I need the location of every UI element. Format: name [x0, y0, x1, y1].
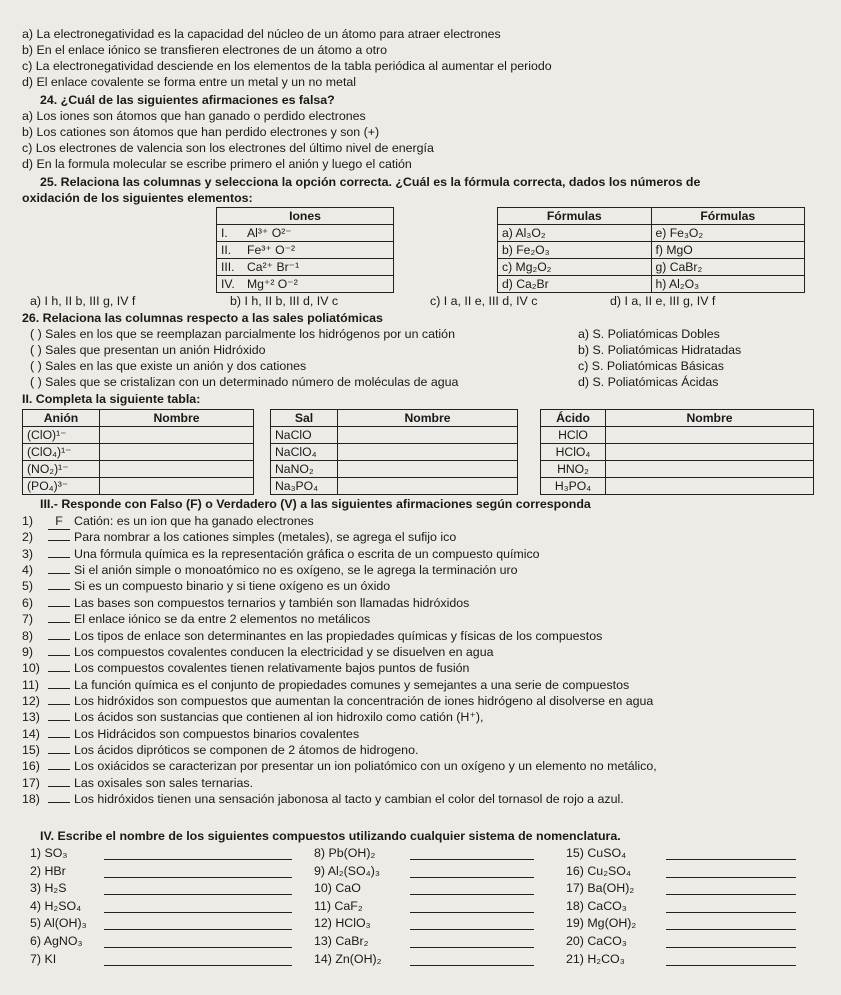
compound-name-field[interactable] [410, 893, 534, 895]
tf-answer-field[interactable] [48, 573, 70, 574]
table-row: (ClO)¹⁻ [23, 427, 254, 444]
name-input[interactable] [338, 478, 518, 495]
name-input[interactable] [100, 461, 254, 478]
compound-label: 14) Zn(OH)₂ [314, 951, 382, 966]
tf-item [22, 547, 540, 562]
compound-label: 4) H₂SO₄ [30, 898, 82, 913]
q25-line2: oxidación de los siguientes elementos: [22, 191, 253, 205]
tf-item [22, 759, 657, 774]
tf-answer-field[interactable] [48, 622, 70, 623]
tf-number: 5) [22, 579, 34, 594]
compound-label: 5) Al(OH)₃ [30, 916, 87, 931]
tf-statement: Las bases son compuestos ternarios y también son llamadas hidróxidos [74, 595, 470, 610]
table-row: HClO [541, 427, 814, 444]
q26-title: 26. Relaciona las columnas respecto a las sales poliatómicas [22, 311, 383, 325]
tf-number: 10) [22, 661, 40, 676]
ions-header: Iones [217, 208, 394, 225]
name-input[interactable] [100, 427, 254, 444]
tf-item [22, 678, 629, 693]
table-row: H₃PO₄ [541, 478, 814, 495]
tf-answer-field[interactable] [48, 671, 70, 672]
statement-a: a) La electronegatividad es la capacidad del núcleo de un átomo para atraer electrones [22, 27, 501, 41]
table-row: III. Ca²⁺ Br⁻¹ [217, 259, 394, 276]
name-input[interactable] [338, 444, 518, 461]
tf-answer-field[interactable] [48, 786, 70, 787]
compound-label: 17) Ba(OH)₂ [566, 881, 635, 896]
tf-number: 9) [22, 644, 34, 659]
tf-item [22, 612, 370, 627]
compound-name-field[interactable] [104, 911, 292, 913]
tf-answer-field[interactable] [48, 753, 70, 754]
tf-answer-field[interactable] [48, 589, 70, 590]
q26-left-4[interactable]: ( ) Sales que se cristalizan con un determinado número de moléculas de agua [30, 375, 459, 389]
tf-statement: Los hidróxidos son compuestos que aumentan la concentración de iones hidrógeno al disolverse en agua [74, 693, 654, 708]
compound-label: 21) H₂CO₃ [566, 951, 625, 966]
q25-answer-c[interactable]: c) I a, II e, III d, IV c [430, 294, 538, 308]
q26-right-b: b) S. Poliatómicas Hidratadas [578, 343, 742, 357]
salt-table: Sal Nombre NaClO NaClO₄ NaNO₂ Na₃PO₄ [270, 409, 518, 495]
compound-label: 11) CaF₂ [314, 898, 363, 913]
compound-label: 2) HBr [30, 863, 66, 878]
name-input[interactable] [338, 461, 518, 478]
q24-option-c: c) Los electrones de valencia son los electrones del último nivel de energía [22, 141, 434, 155]
tf-statement: Los compuestos covalentes conducen la electricidad y se disuelven en agua [74, 644, 494, 659]
tf-number: 1) [22, 514, 34, 528]
tf-answer-field[interactable] [48, 704, 70, 705]
tf-statement: Los oxiácidos se caracterizan por presentar un ion poliatómico con un oxígeno y un elemento no metálico, [74, 759, 657, 774]
name-input[interactable] [338, 427, 518, 444]
table-row: II. Fe³⁺ O⁻² [217, 242, 394, 259]
formulas-table [497, 207, 805, 293]
compound-label: 15) CuSO₄ [566, 846, 627, 860]
tf-number: 18) [22, 792, 40, 806]
tf-answer-field[interactable] [48, 606, 70, 607]
tf-statement: Los compuestos covalentes tienen relativamente bajos puntos de fusión [74, 661, 470, 676]
anion-table: Anión Nombre (ClO)¹⁻ (ClO₄)¹⁻ (NO₂)¹⁻ (PO₄)³⁻ [22, 409, 254, 495]
q26-right-c: c) S. Poliatómicas Básicas [578, 359, 724, 373]
q26-right-a: a) S. Poliatómicas Dobles [578, 327, 720, 341]
q26-left-2[interactable]: ( ) Sales que presentan un anión Hidróxido [30, 343, 266, 357]
table-row: b) Fe₂O₃ f) MgO [498, 242, 805, 259]
section-iii-title: III.- Responde con Falso (F) o Verdadero (V) a las siguientes afirmaciones según corresponda [40, 497, 591, 511]
compound-label: 13) CaBr₂ [314, 934, 369, 948]
compound-name-field[interactable] [410, 928, 534, 930]
tf-answer-field[interactable] [48, 655, 70, 656]
table-row: c) Mg₂O₂ g) CaBr₂ [498, 259, 805, 276]
tf-item [22, 727, 359, 742]
compound-label: 19) Mg(OH)₂ [566, 916, 637, 931]
tf-item [22, 694, 653, 709]
tf-number: 6) [22, 595, 34, 610]
compound-name-field[interactable] [666, 928, 796, 930]
table-row: (NO₂)¹⁻ [23, 461, 254, 478]
compound-label: 12) HClO₃ [314, 916, 371, 931]
section-iv-title: IV. Escribe el nombre de los siguientes compuestos utilizando cualquier sistema de nomenclatura. [40, 829, 621, 843]
tf-item [22, 710, 483, 725]
q25-answer-d[interactable]: d) I a, II e, III g, IV f [610, 294, 716, 308]
compound-label: 3) H₂S [30, 881, 67, 896]
compound-label: 9) Al₂(SO₄)₃ [314, 863, 380, 878]
q26-left-3[interactable]: ( ) Sales en las que existe un anión y dos cationes [30, 359, 307, 373]
tf-item [22, 661, 469, 676]
q24-option-d: d) En la formula molecular se escribe primero el anión y luego el catión [22, 157, 412, 171]
q26-left-1[interactable]: ( ) Sales en los que se reemplazan parcialmente los hidrógenos por un catión [30, 327, 455, 341]
tf-statement: Catión: es un ion que ha ganado electrones [74, 514, 314, 528]
q26-right-d: d) S. Poliatómicas Ácidas [578, 375, 719, 389]
tf-number: 8) [22, 628, 34, 643]
tf-number: 12) [22, 693, 40, 708]
table-row: NaClO [271, 427, 518, 444]
compound-name-field[interactable] [410, 946, 534, 948]
tf-item [22, 579, 390, 594]
formulas-header-left: Fórmulas [498, 208, 652, 225]
name-input[interactable] [606, 444, 814, 461]
compound-label: 16) Cu₂SO₄ [566, 863, 631, 878]
tf-statement: Los tipos de enlace son determinantes en las propiedades químicas y físicas de los compuestos [74, 628, 603, 643]
table-row: NaNO₂ [271, 461, 518, 478]
name-input[interactable] [606, 478, 814, 495]
compound-name-field[interactable] [104, 893, 292, 895]
q24-title: 24. ¿Cuál de las siguientes afirmaciones es falsa? [40, 93, 335, 107]
tf-statement: Los hidróxidos tienen una sensación jabonosa al tacto y cambian el color del tornasol de rojo a azul. [74, 792, 624, 806]
table-row: HClO₄ [541, 444, 814, 461]
tf-item [22, 563, 518, 578]
tf-answer-field[interactable] [48, 540, 70, 541]
tf-number: 3) [22, 546, 34, 561]
compound-label: 8) Pb(OH)₂ [314, 846, 376, 860]
tf-number: 7) [22, 612, 34, 627]
tf-number: 4) [22, 563, 34, 577]
compound-name-field[interactable] [104, 964, 292, 966]
compound-name-field[interactable] [104, 946, 292, 948]
tf-number: 14) [22, 726, 40, 741]
ions-table [216, 207, 394, 293]
compound-name-field[interactable] [104, 928, 292, 930]
tf-statement: Para nombrar a los cationes simples (metales), se agrega el sufijo ico [74, 530, 457, 545]
tf-statement: Si el anión simple o monoatómico no es oxígeno, se le agrega la terminación uro [74, 563, 518, 577]
tf-number: 13) [22, 710, 40, 725]
tf-answer-field[interactable] [48, 688, 70, 689]
statement-b: b) En el enlace iónico se transfieren electrones de un átomo a otro [22, 43, 388, 57]
tf-statement: Las oxisales son sales ternarias. [74, 775, 254, 790]
tf-item [22, 792, 624, 807]
q24-option-a: a) Los iones son átomos que han ganado o perdido electrones [22, 109, 366, 123]
table-row: d) Ca₂Br h) Al₂O₃ [498, 276, 805, 293]
table-row: IV. Mg⁺² O⁻² [217, 276, 394, 293]
compound-name-field[interactable] [410, 876, 534, 878]
table-row: a) Al₃O₂ e) Fe₃O₂ [498, 225, 805, 242]
name-input[interactable] [100, 444, 254, 461]
section-ii-title: II. Completa la siguiente tabla: [22, 392, 201, 406]
q25-answer-b[interactable]: b) I h, II b, III d, IV c [230, 294, 339, 308]
tf-statement: Una fórmula química es la representación gráfica o escrita de un compuesto químico [74, 546, 540, 561]
q25-answer-a[interactable]: a) I h, II b, III g, IV f [30, 294, 136, 308]
tf-item [22, 629, 602, 644]
tf-answer-field[interactable] [48, 557, 70, 558]
tf-answer-field[interactable] [48, 802, 70, 803]
compound-name-field[interactable] [410, 964, 534, 966]
table-row: NaClO₄ [271, 444, 518, 461]
tf-number: 17) [22, 775, 40, 790]
compound-label: 18) CaCO₃ [566, 898, 627, 913]
q25-line1: 25. Relaciona las columnas y selecciona la opción correcta. ¿Cuál es la fórmula correcta, dados los números de [40, 175, 701, 189]
tf-statement: La función química es el conjunto de propiedades comunes y semejantes a una serie de compuestos [74, 677, 630, 692]
tf-statement: Si es un compuesto binario y si tiene oxígeno es un óxido [74, 579, 391, 594]
tf-answer-field[interactable] [48, 720, 70, 721]
tf-item [22, 596, 469, 611]
tf-answer-field[interactable] [48, 639, 70, 640]
compound-name-field[interactable] [104, 876, 292, 878]
tf-statement: Los ácidos dipróticos se componen de 2 átomos de hidrogeno. [74, 742, 419, 757]
tf-item [22, 645, 493, 660]
compound-name-field[interactable] [666, 858, 796, 860]
tf-statement: El enlace iónico se da entre 2 elementos no metálicos [74, 612, 371, 627]
tf-statement: Los Hidrácidos son compuestos binarios covalentes [74, 726, 360, 741]
compound-label: 1) SO₃ [30, 846, 68, 860]
compound-label: 6) AgNO₃ [30, 934, 83, 948]
compound-name-field[interactable] [666, 911, 796, 913]
table-row: (ClO₄)¹⁻ [23, 444, 254, 461]
q24-option-b: b) Los cationes son átomos que han perdido electrones y son (+) [22, 125, 380, 139]
tf-answer-field[interactable]: F [48, 514, 70, 530]
compound-name-field[interactable] [104, 858, 292, 860]
compound-name-field[interactable] [410, 858, 534, 860]
acid-table: Ácido Nombre HClO HClO₄ HNO₂ H₃PO₄ [540, 409, 814, 495]
compound-label: 20) CaCO₃ [566, 934, 627, 948]
tf-item [22, 743, 418, 758]
name-input[interactable] [100, 478, 254, 495]
tf-number: 16) [22, 759, 40, 774]
compound-label: 10) CaO [314, 881, 361, 896]
tf-item [22, 776, 253, 791]
formulas-header-right: Fórmulas [651, 208, 805, 225]
tf-number: 11) [22, 677, 39, 692]
name-input[interactable] [606, 461, 814, 478]
compound-name-field[interactable] [666, 946, 796, 948]
tf-number: 2) [22, 530, 34, 545]
name-input[interactable] [606, 427, 814, 444]
table-row: Na₃PO₄ [271, 478, 518, 495]
table-row: I. Al³⁺ O²⁻ [217, 225, 394, 242]
statement-c: c) La electronegatividad desciende en los elementos de la tabla periódica al aumentar el periodo [22, 59, 552, 73]
compound-name-field[interactable] [410, 911, 534, 913]
compound-name-field[interactable] [666, 876, 796, 878]
tf-statement: Los ácidos son sustancias que contienen al ion hidroxilo como catión (H⁺), [74, 710, 484, 725]
tf-item [22, 530, 456, 545]
tf-answer-field[interactable] [48, 769, 70, 770]
compound-label: 7) KI [30, 951, 57, 966]
tf-item [22, 514, 314, 530]
tf-number: 15) [22, 742, 40, 757]
statement-d: d) El enlace covalente se forma entre un metal y un no metal [22, 75, 357, 89]
table-row: HNO₂ [541, 461, 814, 478]
compound-name-field[interactable] [666, 964, 796, 966]
table-row: (PO₄)³⁻ [23, 478, 254, 495]
tf-answer-field[interactable] [48, 737, 70, 738]
compound-name-field[interactable] [666, 893, 796, 895]
